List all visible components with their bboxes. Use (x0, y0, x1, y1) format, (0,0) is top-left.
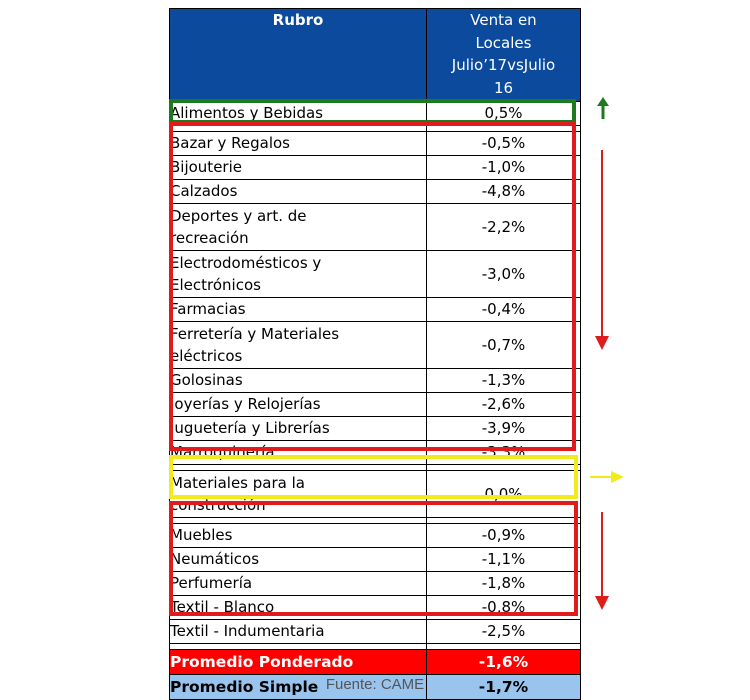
positive-group-box (169, 99, 576, 124)
header-venta-line: 16 (493, 78, 514, 97)
value-cell: -0,5% (427, 132, 581, 156)
neutral-group-box (169, 455, 578, 499)
rubro-name: Bazar y Regalos (170, 134, 290, 153)
value-cell: -3,3% (427, 441, 581, 465)
rubro-name: Electrónicos (170, 276, 261, 294)
arrow-down-icon (594, 512, 610, 610)
rubro-name: Calzados (170, 182, 238, 201)
value-cell: -3,9% (427, 417, 581, 441)
value-cell: -1,1% (427, 548, 581, 572)
simple-average-label: Promedio Simple (170, 675, 427, 700)
value-cell: -3,0% (427, 251, 581, 298)
value-cell: -1,0% (427, 156, 581, 180)
table-row (170, 620, 581, 644)
rubro-name: Joyerías y Relojerías (170, 395, 321, 414)
simple-average-value: -1,7% (427, 675, 581, 700)
header-row (170, 9, 581, 102)
rubro-name: Deportes y art. de (170, 206, 307, 225)
rubro-name: Perfumería (170, 574, 253, 593)
rubro-name: Alimentos y Bebidas (170, 104, 323, 123)
rubro-name: recreación (170, 229, 249, 247)
arrow-up-icon (596, 97, 610, 119)
weighted-average-value: -1,6% (427, 650, 581, 675)
value-cell: -0,9% (427, 524, 581, 548)
rubro-name: Golosinas (170, 371, 243, 390)
rubro-name: Ferretería y Materiales (170, 324, 340, 343)
value-cell: 0,0% (427, 471, 581, 518)
value-cell: -2,6% (427, 393, 581, 417)
value-cell: -4,8% (427, 180, 581, 204)
rubro-name: Electrodomésticos y (170, 253, 322, 272)
source-caption: Fuente: CAME (325, 676, 425, 693)
rubro-name: Marroquinería (170, 443, 275, 462)
header-venta-line: Venta en (470, 11, 537, 29)
value-cell: -0,4% (427, 298, 581, 322)
negative-group-box (169, 122, 576, 451)
header-venta-line: Julio’17vsJulio (451, 56, 556, 74)
value-cell: -1,3% (427, 369, 581, 393)
value-cell: -0,7% (427, 322, 581, 369)
rubro-name: Muebles (170, 526, 233, 545)
header-venta-line: Locales (475, 33, 532, 52)
header-rubro: Rubro (170, 9, 427, 102)
rubro-cell (170, 620, 427, 644)
value-cell: -0,8% (427, 596, 581, 620)
value-cell: -1,8% (427, 572, 581, 596)
value-cell: -2,5% (427, 620, 581, 644)
rubro-name: Materiales para la (170, 473, 305, 492)
weighted-average-label: Promedio Ponderado (170, 650, 427, 675)
header-venta (427, 9, 581, 102)
negative-group-box (169, 501, 578, 616)
arrow-right-icon (590, 470, 624, 484)
rubro-name: construcción (170, 496, 266, 514)
arrow-down-icon (594, 150, 610, 350)
rubro-name: Neumáticos (170, 550, 260, 569)
weighted-average-row (170, 650, 581, 675)
rubro-name: eléctricos (170, 347, 243, 365)
rubro-name: Juguetería y Librerías (170, 419, 330, 438)
value-cell: -2,2% (427, 204, 581, 251)
rubro-name: Textil - Blanco (170, 598, 275, 617)
rubro-name: Bijouterie (170, 158, 242, 177)
rubro-name: Textil - Indumentaria (170, 622, 325, 641)
rubro-name: Farmacias (170, 300, 246, 319)
value-cell: 0,5% (427, 102, 581, 126)
